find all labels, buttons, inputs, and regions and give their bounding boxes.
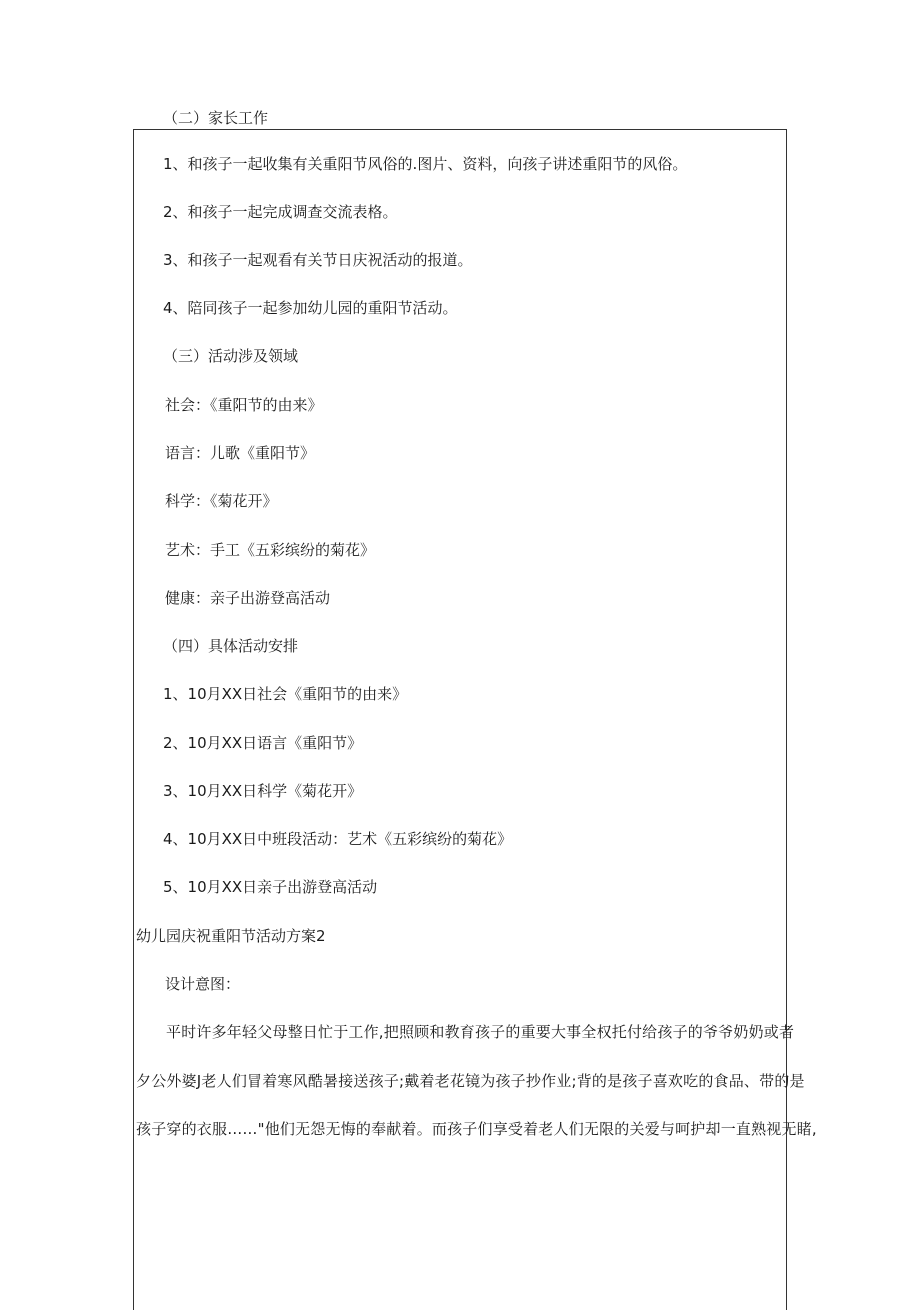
schedule-item-1: 1、10月XX日社会《重阳节的由来》 [163,685,408,703]
schedule-item-2: 2、10月XX日语言《重阳节》 [163,734,363,752]
domain-science: 科学：《菊花开》 [165,492,278,510]
design-paragraph-line-1: 平时许多年轻父母整日忙于工作,把照顾和教育孩子的重要大事全权托付给孩子的爷爷奶奶或者 [166,1023,795,1041]
section-heading-parents: （二）家长工作 [163,109,269,127]
parent-item-1: 1、和孩子一起收集有关重阳节风俗的.图片、资料，向孩子讲述重阳节的风俗。 [163,155,688,173]
plan2-title: 幼儿园庆祝重阳节活动方案2 [136,927,326,945]
design-paragraph-line-2: 夕公外婆J老人们冒着寒风酷暑接送孩子;戴着老花镜为孩子抄作业;背的是孩子喜欢吃的食品、带的是 [136,1072,805,1090]
schedule-item-4: 4、10月XX日中班段活动：艺术《五彩缤纷的菊花》 [163,830,513,848]
domain-art: 艺术：手工《五彩缤纷的菊花》 [165,541,376,559]
design-paragraph-line-3: 孩子穿的衣服……"他们无怨无悔的奉献着。而孩子们享受着老人们无限的关爱与呵护却一直熟视无睹, [136,1120,817,1138]
parent-item-2: 2、和孩子一起完成调查交流表格。 [163,203,398,221]
parent-item-3: 3、和孩子一起观看有关节日庆祝活动的报道。 [163,251,473,269]
section-heading-schedule: （四）具体活动安排 [163,637,299,655]
schedule-item-5: 5、10月XX日亲子出游登高活动 [163,878,378,896]
design-intent-label: 设计意图： [165,975,241,993]
domain-health: 健康：亲子出游登高活动 [165,589,331,607]
domain-language: 语言：儿歌《重阳节》 [165,444,316,462]
domain-social: 社会：《重阳节的由来》 [165,396,323,414]
schedule-item-3: 3、10月XX日科学《菊花开》 [163,782,363,800]
parent-item-4: 4、陪同孩子一起参加幼儿园的重阳节活动。 [163,299,458,317]
section-heading-domains: （三）活动涉及领域 [163,347,299,365]
